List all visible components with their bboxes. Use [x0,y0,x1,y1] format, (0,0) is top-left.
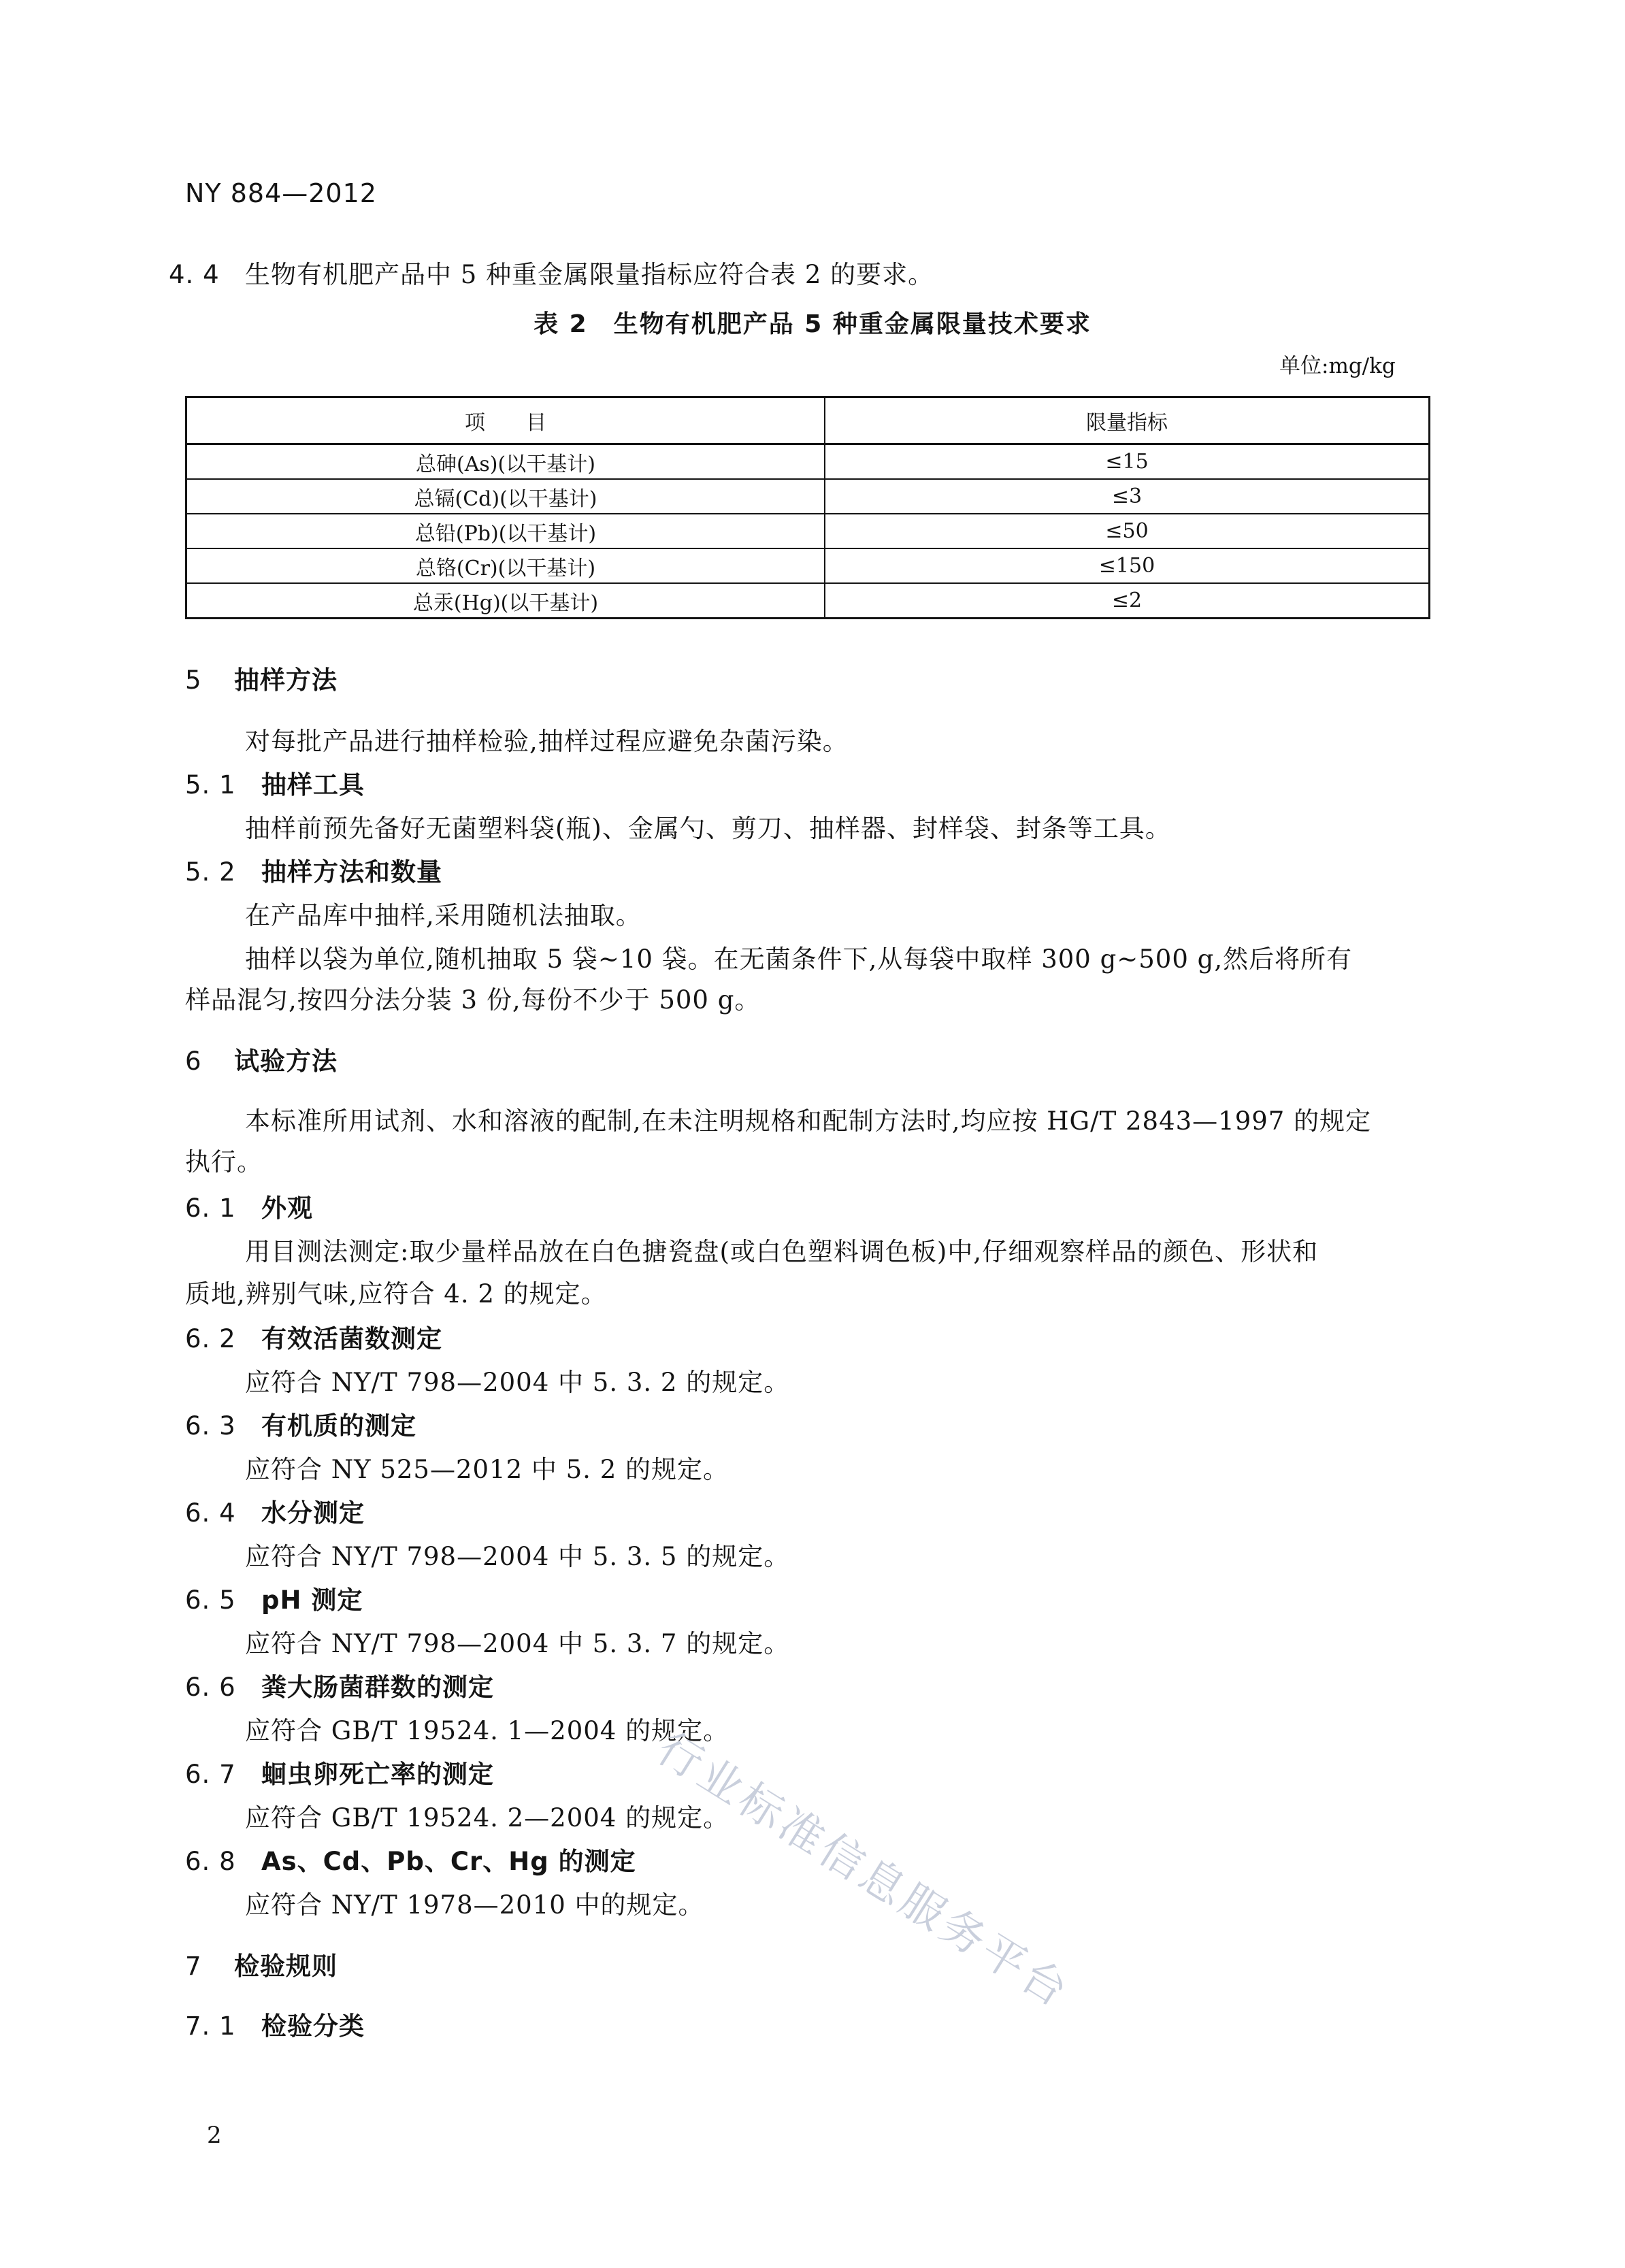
clause-5-2-text-2b: 样品混匀,按四分法分装 3 份,每份不少于 500 g。 [185,985,761,1015]
section-6-heading [185,1045,338,1078]
clause-title: As、Cd、Pb、Cr、Hg 的测定 [261,1847,636,1876]
table-row [186,444,1430,480]
clause-5-2-heading [185,856,442,889]
clause-number: 6. 8 [185,1847,236,1876]
cell-item: 总汞(Hg)(以干基计) [186,583,825,619]
clause-6-7-text: 应符合 GB/T 19524. 2—2004 的规定。 [245,1803,729,1833]
watermark: 行业标准信息服务平台 [648,1723,1079,2019]
heavy-metal-limits-table [185,396,1430,619]
clause-title: 抽样工具 [261,770,365,800]
header-item: 项 目 [186,397,825,444]
section-6-text-1: 本标准所用试剂、水和溶液的配制,在未注明规格和配制方法时,均应按 HG/T 2843—1997 的规定 [245,1106,1372,1136]
table-row [186,514,1430,548]
cell-limit: ≤150 [825,548,1430,583]
clause-title: 有效活菌数测定 [261,1324,442,1353]
clause-title: pH 测定 [261,1585,363,1615]
header-limit: 限量指标 [825,397,1430,444]
clause-4-4 [169,259,934,291]
clause-number: 4. 4 [169,260,220,289]
section-title: 试验方法 [234,1047,338,1076]
clause-number: 6. 3 [185,1411,236,1441]
clause-title: 蛔虫卵死亡率的测定 [261,1760,494,1789]
clause-6-1-heading [185,1192,313,1225]
table-unit: 单位:mg/kg [1279,354,1396,378]
clause-number: 7. 1 [185,2011,236,2041]
clause-5-1-text: 抽样前预先备好无菌塑料袋(瓶)、金属勺、剪刀、抽样器、封样袋、封条等工具。 [245,814,1171,843]
table-title: 表 2 生物有机肥产品 5 种重金属限量技术要求 [534,310,1091,338]
section-5-text: 对每批产品进行抽样检验,抽样过程应避免杂菌污染。 [245,727,849,756]
section-title: 检验规则 [234,1952,338,1981]
clause-title: 水分测定 [261,1498,365,1528]
table-row [186,479,1430,514]
section-title: 抽样方法 [234,665,338,695]
clause-number: 5. 2 [185,857,236,887]
clause-6-6-heading [185,1671,494,1704]
clause-6-1-text-1: 用目测法测定:取少量样品放在白色搪瓷盘(或白色塑料调色板)中,仔细观察样品的颜色、形状和 [245,1237,1319,1266]
clause-6-3-text: 应符合 NY 525—2012 中 5. 2 的规定。 [245,1455,729,1484]
clause-6-1-text-2: 质地,辨别气味,应符合 4. 2 的规定。 [185,1279,607,1309]
cell-limit: ≤3 [825,479,1430,514]
document-code: NY 884—2012 [185,178,377,208]
clause-6-3-heading [185,1410,416,1443]
cell-limit: ≤15 [825,444,1430,480]
clause-6-2-heading [185,1323,442,1355]
cell-item: 总镉(Cd)(以干基计) [186,479,825,514]
clause-title: 有机质的测定 [261,1411,416,1441]
section-number: 5 [185,665,202,695]
cell-item: 总铅(Pb)(以干基计) [186,514,825,548]
clause-title: 检验分类 [261,2011,365,2041]
cell-limit: ≤2 [825,583,1430,619]
clause-6-8-text: 应符合 NY/T 1978—2010 中的规定。 [245,1890,704,1920]
clause-number: 6. 2 [185,1324,236,1353]
clause-number: 6. 5 [185,1585,236,1615]
section-6-text-2: 执行。 [185,1147,263,1177]
cell-limit: ≤50 [825,514,1430,548]
clause-number: 6. 7 [185,1760,236,1789]
clause-6-5-text: 应符合 NY/T 798—2004 中 5. 3. 7 的规定。 [245,1629,790,1658]
cell-item: 总砷(As)(以干基计) [186,444,825,480]
clause-title: 粪大肠菌群数的测定 [261,1673,494,1702]
section-number: 6 [185,1047,202,1076]
clause-title: 抽样方法和数量 [261,857,442,887]
clause-number: 6. 4 [185,1498,236,1528]
clause-number: 6. 1 [185,1194,236,1223]
clause-number: 5. 1 [185,770,236,800]
table-row [186,548,1430,583]
clause-6-5-heading [185,1584,363,1617]
clause-5-2-text-1: 在产品库中抽样,采用随机法抽取。 [245,901,642,930]
clause-5-1-heading [185,769,365,802]
clause-title: 外观 [261,1194,313,1223]
section-7-heading [185,1950,338,1983]
clause-6-6-text: 应符合 GB/T 19524. 1—2004 的规定。 [245,1716,729,1745]
page-number: 2 [207,2122,222,2149]
clause-text: 生物有机肥产品中 5 种重金属限量指标应符合表 2 的要求。 [245,260,934,289]
clause-7-1-heading [185,2010,365,2043]
clause-6-7-heading [185,1758,494,1791]
cell-item: 总铬(Cr)(以干基计) [186,548,825,583]
section-5-heading [185,664,338,697]
clause-6-8-heading [185,1845,636,1878]
clause-6-2-text: 应符合 NY/T 798—2004 中 5. 3. 2 的规定。 [245,1368,790,1397]
clause-5-2-text-2a: 抽样以袋为单位,随机抽取 5 袋~10 袋。在无菌条件下,从每袋中取样 300 g~500 g,然后将所有 [245,944,1353,974]
table-row [186,583,1430,619]
clause-number: 6. 6 [185,1673,236,1702]
clause-6-4-text: 应符合 NY/T 798—2004 中 5. 3. 5 的规定。 [245,1542,790,1571]
clause-6-4-heading [185,1497,365,1530]
section-number: 7 [185,1952,202,1981]
table-header-row [186,397,1430,444]
